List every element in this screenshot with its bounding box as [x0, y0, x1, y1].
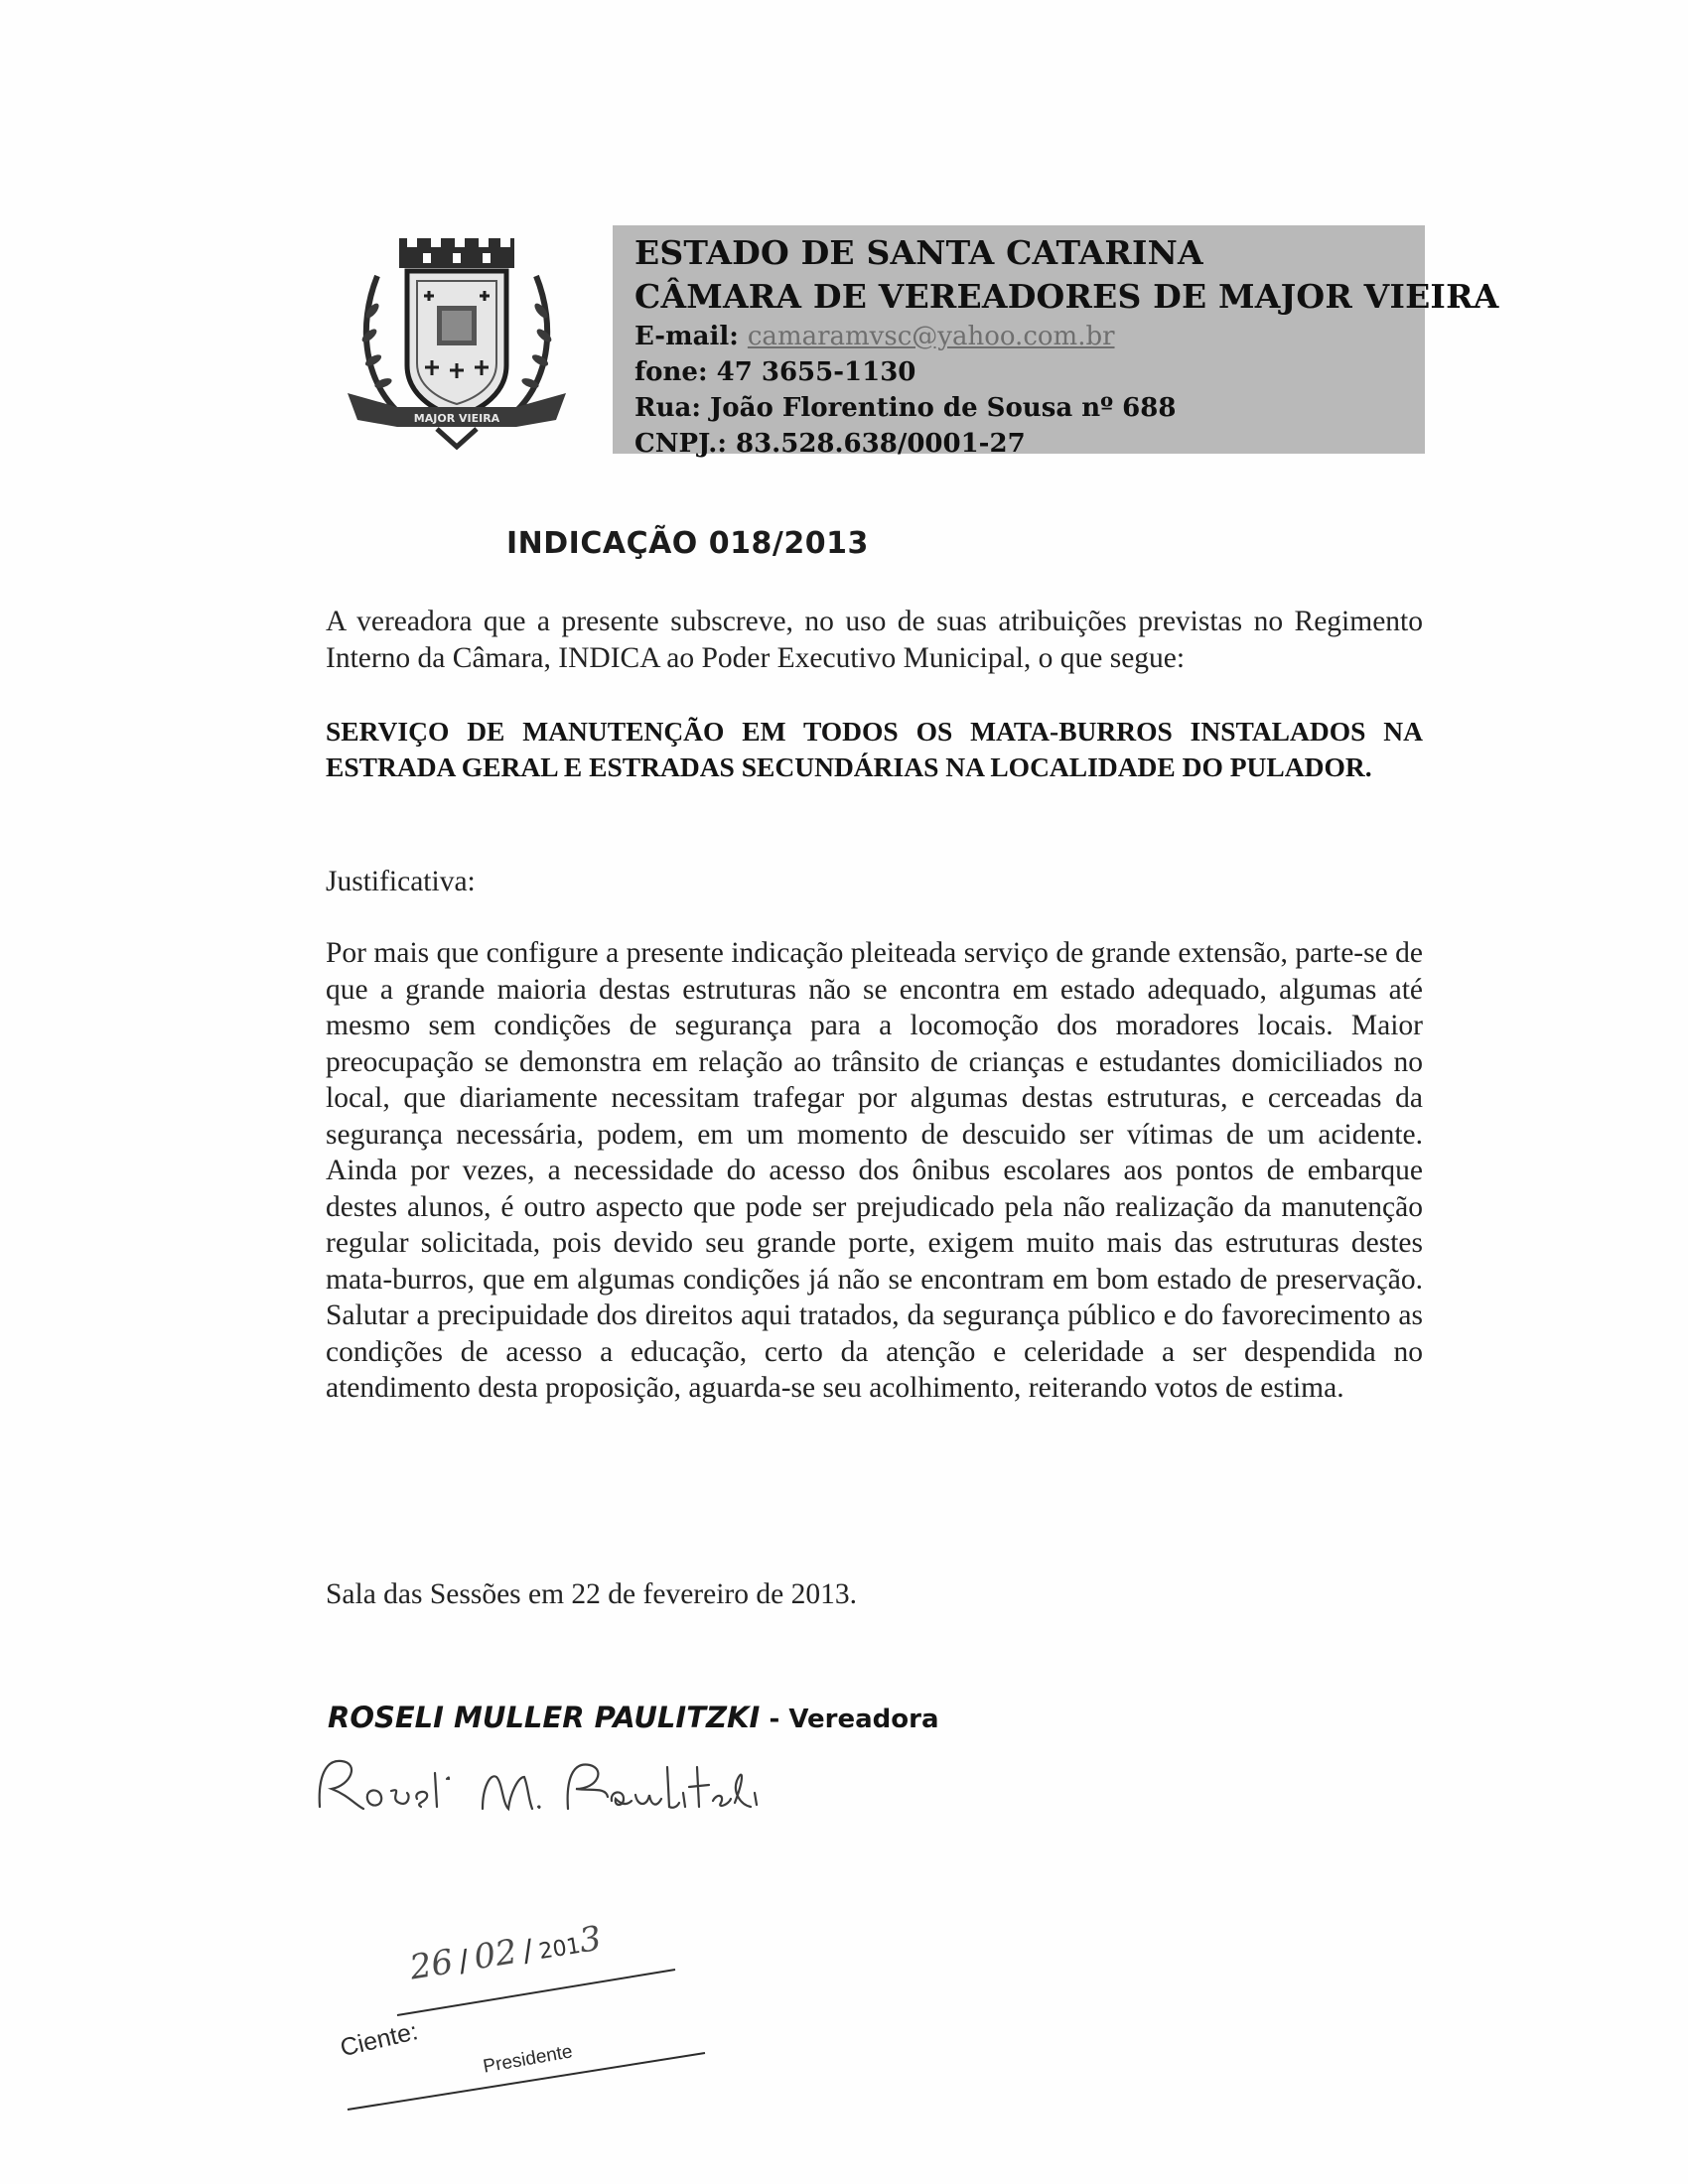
header-phone: fone: 47 3655-1130 [634, 357, 916, 387]
closing-line: Sala das Sessões em 22 de fevereiro de 2013. [326, 1578, 857, 1610]
stamp-presidente-label: Presidente [482, 2041, 575, 2078]
justification-label: Justificativa: [326, 866, 476, 897]
letterhead-box [613, 225, 1499, 459]
intro-paragraph: A vereadora que a presente subscreve, no uso de suas atribuições previstas no Regimento Interno da Câmara, INDICA ao Poder Executivo Municipal, o que segue: [326, 606, 1423, 674]
header-email-label: E-mail: [634, 322, 739, 351]
stamp-date-separator: / [456, 1943, 472, 1979]
header-cnpj: CNPJ.: 83.528.638/0001-27 [634, 429, 1026, 459]
stamp-date-separator: / [519, 1933, 536, 1970]
stamp-ciente-label: Ciente: [338, 2017, 421, 2063]
header-state: ESTADO DE SANTA CATARINA [634, 233, 1203, 272]
handwritten-signature [308, 1737, 774, 1827]
signer-role: - Vereadora [769, 1705, 939, 1734]
subject-paragraph: SERVIÇO DE MANUTENÇÃO EM TODOS OS MATA-BURROS INSTALADOS NA ESTRADA GERAL E ESTRADAS SECUNDÁRIAS NA LOCALIDADE DO PULADOR. [326, 716, 1423, 782]
header-email-line [634, 319, 1425, 354]
signer-line [328, 1701, 939, 1734]
stamp-year-prefix: 201 [537, 1933, 583, 1966]
stamp-day: 26 [407, 1942, 456, 1988]
document-title: INDICAÇÃO 018/2013 [506, 526, 869, 561]
header-chamber: CÂMARA DE VEREADORES DE MAJOR VIEIRA [634, 277, 1499, 316]
stamp-year-digit: 3 [576, 1918, 605, 1962]
justification-body: Por mais que configure a presente indicação pleiteada serviço de grande extensão, parte-se de que a grande maioria destas estruturas não se encontra em estado adequado, algumas até mesmo sem condições de segurança para a locomoção dos moradores locais. Maior preocupação se demonstra em relação ao trânsito de crianças e estudantes domiciliados no local, que diariamente necessitam trafegar por algumas destas estruturas, e cerceadas da segurança necessária, podem, em um momento de descuido ser vítimas de um acidente. Ainda por vezes, a necessidade do acesso dos ônibus escolares aos pontos de embarque destes alunos, é outro aspecto que pode ser prejudicado pela não realização da manutenção regular solicitada, pois devido seu grande porte, exigem muito mais das estruturas destes mata-burros, que em algumas condições já não se encontram em bom estado de preservação. Salutar a precipuidade dos direitos aqui tratados, da segurança público e do favorecimento as condições de acesso a educação, certo da atenção e celeridade a ser despendida no atendimento desta proposição, aguarda-se seu acolhimento, reiterando votos de estima. [326, 937, 1423, 1404]
stamp-month: 02 [471, 1932, 520, 1979]
signer-name: ROSELI MULLER PAULITZKI [328, 1701, 761, 1734]
header-email-link[interactable]: camaramvsc@yahoo.com.br [747, 322, 1115, 351]
header-address: Rua: João Florentino de Sousa nº 688 [634, 393, 1177, 423]
svg-text:MAJOR VIEIRA: MAJOR VIEIRA [413, 412, 500, 425]
municipal-crest-icon [338, 216, 576, 455]
